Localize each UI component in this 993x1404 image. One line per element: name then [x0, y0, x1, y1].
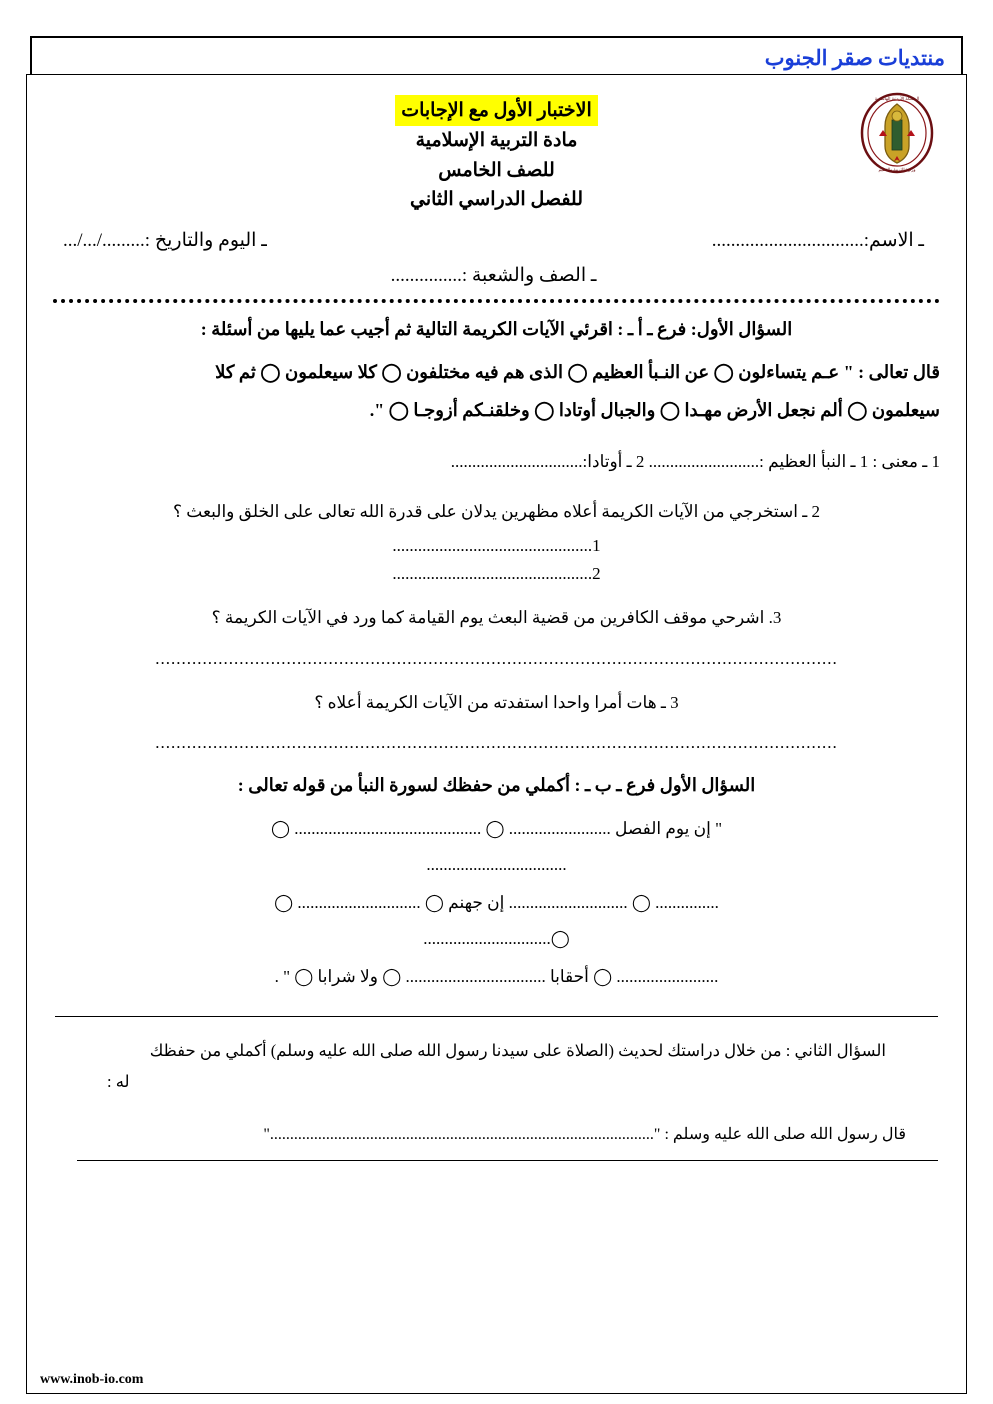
- question1-item-1[interactable]: 1 ـ معنى : 1 ـ النبأ العظيم :.......................... 2 ـ أوتادا:...............................: [450, 451, 940, 471]
- question1-answer-slot-2[interactable]: 2...............................................: [392, 564, 601, 584]
- question1-item-2[interactable]: 2 ـ استخرجي من الآيات الكريمة أعلاه مظهرين يدلان على قدرة الله تعالى على الخلق والبعث ؟: [172, 502, 821, 522]
- question1b-line-4[interactable]: ◯..............................: [423, 928, 570, 948]
- question1-item-4[interactable]: 3 ـ هات أمرا واحدا استفدته من الآيات الكريمة أعلاه ؟: [314, 692, 679, 712]
- question2-answer-line[interactable]: قال رسول الله صلى الله عليه وسلم : "................................................................................................": [263, 1125, 906, 1143]
- jordan-emblem-icon: [859, 92, 935, 174]
- question1b-heading: السؤال الأول فرع ـ ب ـ : أكملي من حفظك لسورة النبأ من قوله تعالى :: [237, 774, 756, 795]
- identity-row: [47, 229, 946, 252]
- svg-text:وزارة التربية والتعليم: وزارة التربية والتعليم: [878, 167, 916, 172]
- question1-answer-slot-1[interactable]: 1...............................................: [392, 536, 601, 556]
- exam-grade: للصف الخامس: [438, 159, 555, 181]
- question-separator-rule: [55, 1016, 938, 1017]
- student-name-field[interactable]: ـ الاسم:................................: [711, 229, 924, 251]
- svg-text:المملكة الأردنية الهاشمية: المملكة الأردنية الهاشمية: [874, 96, 920, 101]
- question1b-line-1[interactable]: " إن يوم الفصل ........................ ◯ ............................................ ◯: [270, 818, 723, 838]
- exam-subject: مادة التربية الإسلامية: [415, 130, 578, 152]
- exam-title-block: [47, 95, 946, 215]
- question1b-line-3[interactable]: ............... ◯ ............................ إن جهنم ◯ ............................. ◯: [274, 892, 719, 912]
- class-section-field[interactable]: ـ الصف والشعبة :...............: [390, 264, 597, 286]
- question1-item-3[interactable]: 3. اشرحي موقف الكافرين من قضية البعث يوم القيامة كما ورد في الآيات الكريمة ؟: [211, 608, 782, 628]
- date-field[interactable]: ـ اليوم والتاريخ :........./.../...: [63, 229, 267, 251]
- page-inner-border: [26, 74, 967, 1394]
- question1-answer-line-3[interactable]: ..................................................................................................................................: [155, 648, 838, 668]
- exam-title: الاختبار الأول مع الإجابات: [395, 95, 598, 126]
- question1-answer-line-4[interactable]: ..................................................................................................................................: [155, 732, 838, 752]
- section-divider: [53, 299, 940, 303]
- quran-verse-line1: قال تعالى : " عـم يتساءلون ◯ عن النـبأ العظيم ◯ الذى هم فيه مختلفون ◯ كلا سيعلمون ◯ ثم كلا: [215, 361, 940, 382]
- quran-verse-line2: سيعلمون ◯ ألم نجعل الأرض مهـدا ◯ والجبال أوتادا ◯ وخلقنـكم أزوجـا ◯ ".: [369, 399, 940, 420]
- question2-bottom-rule: [77, 1160, 938, 1161]
- site-url-watermark: www.inob-io.com: [40, 1372, 144, 1387]
- class-section-row: [47, 264, 946, 287]
- question1-heading: السؤال الأول: فرع ـ أ ـ : اقرئي الآيات الكريمة التالية ثم أجيب عما يليها من أسئلة :: [200, 318, 793, 339]
- question1b-line-5[interactable]: ........................ ◯ أحقابا ................................. ◯ ولا شرابا ◯ " .: [274, 966, 719, 986]
- exam-term: للفصل الدراسي الثاني: [409, 189, 584, 211]
- question2-heading: السؤال الثاني : من خلال دراستك لحديث (الصلاة على سيدنا رسول الله صلى الله عليه وسلم) أكملي من حفظك: [149, 1040, 886, 1060]
- question1b-line-2[interactable]: .................................: [426, 854, 567, 874]
- question2-heading-cont: له :: [107, 1072, 130, 1092]
- forum-watermark: منتديات صقر الجنوب: [764, 46, 945, 70]
